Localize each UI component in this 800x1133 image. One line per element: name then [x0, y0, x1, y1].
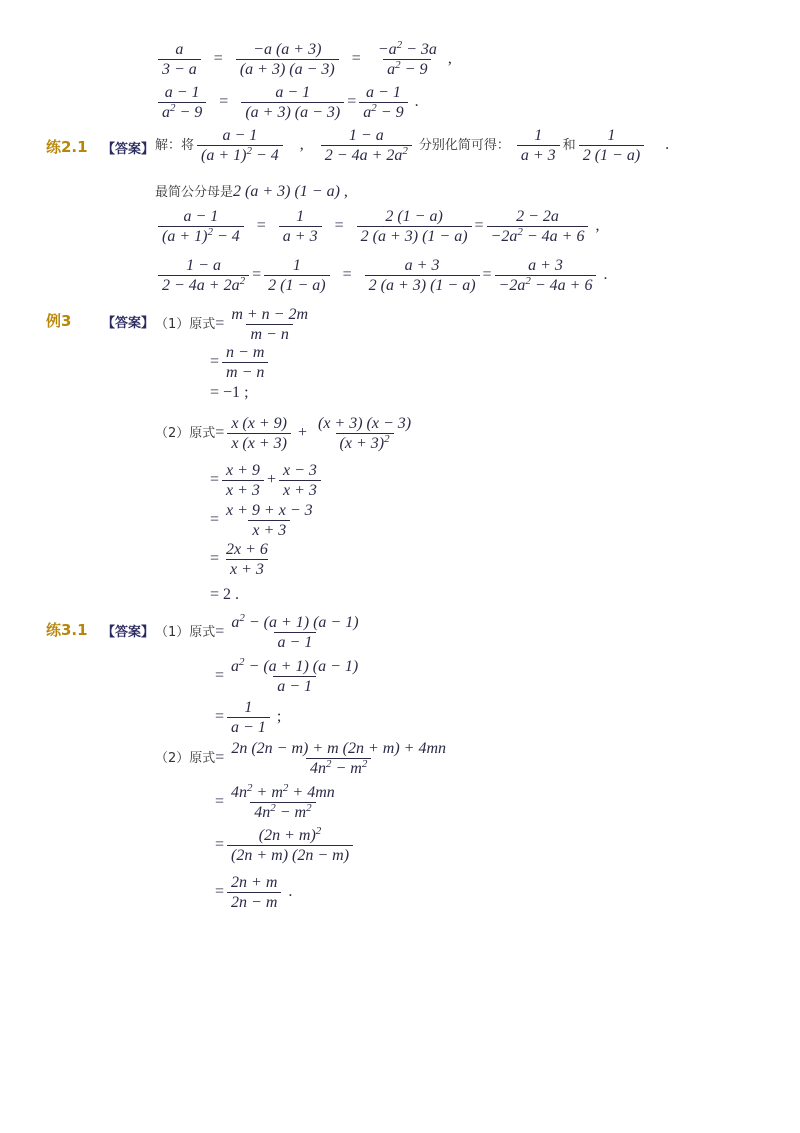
equation-line-4: $\frac{1 - a}{2 - 4a + 2a^2}$ = $\frac{1}{2 (1 - a)}$ = $\frac{a + 3}{2 (a + 3) (1 - a)}$ = $\frac{a + 3}{-2a^2 - 4a + 6}$ .: [155, 256, 607, 295]
answer-label: 【答案】: [102, 142, 155, 157]
example3-part2-line1: （2）原式= $\frac{x (x + 9)}{x (x + 3)}$ + $\frac{(x + 3) (x - 3)}{(x + 3)^2}$: [155, 415, 412, 452]
answer-label: 【答案】: [102, 316, 155, 331]
exercise31-part2-line1: （2）原式= $\frac{2n (2n - m) + m (2n + m) + 4mn}{4n^2 - m^2}$: [155, 740, 447, 777]
part2-label: （2）原式: [155, 751, 216, 767]
example3-part1-line1: （1）原式= $\frac{m + n - 2m}{m - n}$: [155, 306, 309, 343]
example3-part2-line3: = $\frac{x + 9 + x - 3}{x + 3}$: [210, 502, 313, 539]
equation-line-2: $\frac{a - 1}{a^2 - 9}$ = $\frac{a - 1}{(a + 3) (a - 3)}$ = $\frac{a - 1}{a^2 - 9}$ .: [155, 83, 419, 122]
example-label-3: 例3: [46, 312, 72, 330]
answer-label: 【答案】: [102, 625, 155, 640]
example3-part2-line5: = 2 .: [210, 586, 240, 603]
example3-part2-line4: = $\frac{2x + 6}{x + 3}$: [210, 541, 268, 578]
exercise-label-2-1: 练2.1: [46, 138, 88, 156]
solution-text-zuijian: 最简公分母是: [155, 185, 234, 200]
example3-part1-line3: = −1 ;: [210, 384, 249, 401]
exercise31-part2-line4: = $\frac{2n + m}{2n - m}$ .: [215, 874, 293, 911]
solution-intro-line: 解：将 $\frac{a - 1}{(a + 1)^2 - 4}$ , $\frac{1 - a}{2 - 4a + 2a^2}$ 分别化简可得： $\frac{1}{a + 3}$ 和 $\frac{1}{2 (1 - a)}$ .: [155, 127, 670, 164]
equation-line-3: $\frac{a - 1}{(a + 1)^2 - 4}$ = $\frac{1}{a + 3}$ = $\frac{2 (1 - a)}{2 (a + 3) (1 - a)}$ = $\frac{2 - 2a}{-2a^2 - 4a + 6}$ ,: [155, 207, 599, 246]
equation-line-1: $\frac{a}{3 - a}$ = $\frac{-a (a + 3)}{(a + 3) (a - 3)}$ = $\frac{-a^2 - 3a}{a^2 - 9}$ ,: [155, 40, 452, 79]
example3-part2-line2: = $\frac{x + 9}{x + 3}$ + $\frac{x - 3}{x + 3}$: [210, 461, 324, 500]
exercise31-part1-line3: = $\frac{1}{a - 1}$ ;: [215, 699, 282, 736]
common-denominator-line: 最简公分母是2 (a + 3) (1 − a) ,: [155, 183, 348, 200]
solution-text-he: 和: [562, 138, 576, 154]
exercise31-part1-line1: （1）原式= $\frac{a^2 - (a + 1) (a - 1)}{a - 1}$: [155, 612, 359, 651]
exercise31-part1-line2: = $\frac{a^2 - (a + 1) (a - 1)}{a - 1}$: [215, 656, 359, 695]
exercise-label-3-1: 练3.1: [46, 621, 88, 639]
part2-label: （2）原式: [155, 426, 216, 442]
part1-label: （1）原式: [155, 625, 216, 641]
solution-text-fenbie: 分别化简可得：: [418, 138, 510, 154]
exercise31-part2-line2: = $\frac{4n^2 + m^2 + 4mn}{4n^2 - m^2}$: [215, 782, 335, 821]
result-value: −1: [223, 384, 241, 401]
part1-label: （1）原式: [155, 317, 216, 333]
exercise31-part2-line3: = $\frac{(2n + m)^2}{(2n + m) (2n - m)}$: [215, 826, 356, 865]
result-value: 2: [223, 586, 232, 603]
solution-text-jiang: 解：将: [155, 138, 195, 154]
example3-part1-line2: = $\frac{n - m}{m - n}$: [210, 343, 271, 382]
